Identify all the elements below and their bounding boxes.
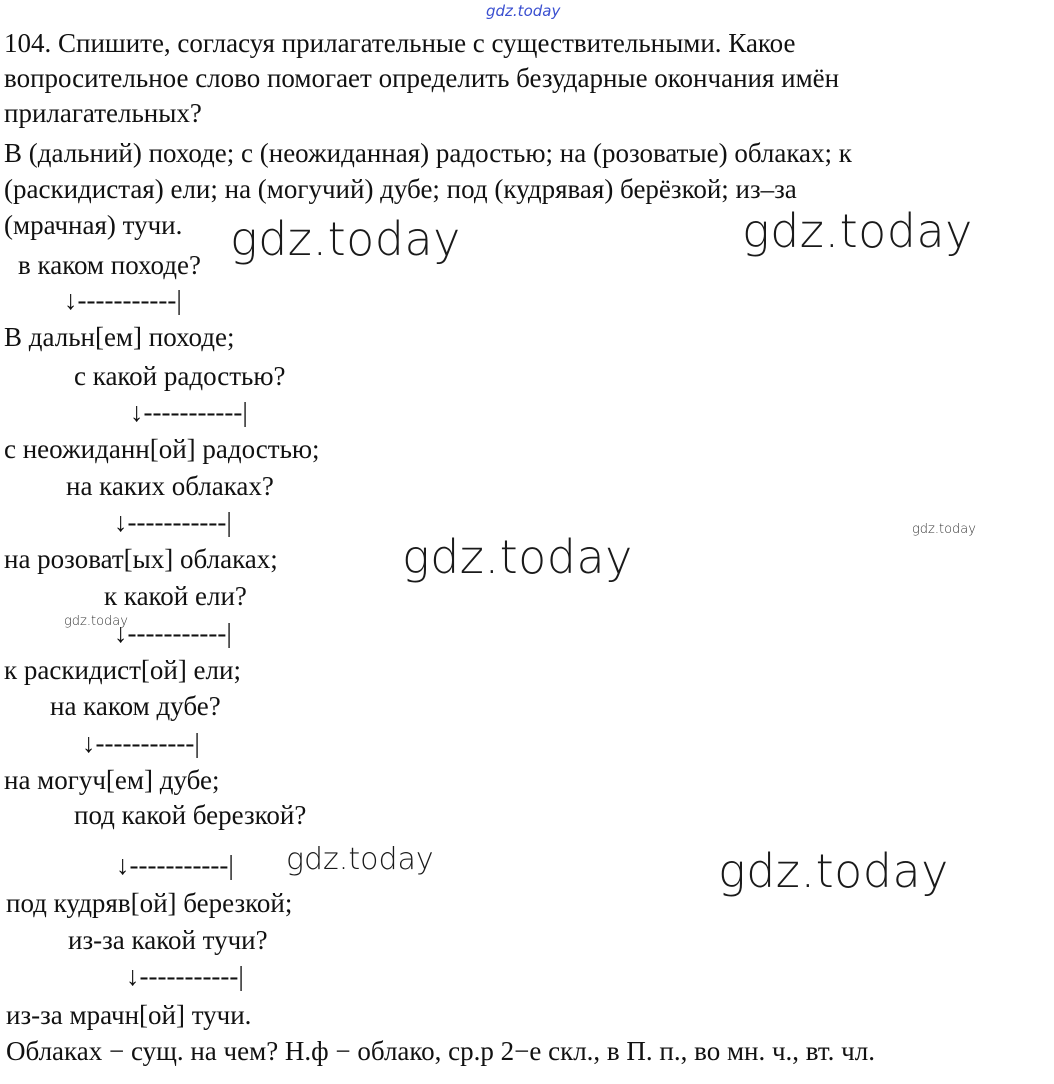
answer-6: под кудряв[ой] березкой; [6,888,293,918]
exercise-line-1: В (дальний) походе; с (неожиданная) радостью; на (розоватые) облаках; к [4,138,852,168]
answer-3: на розоват[ых] облаках; [4,544,278,574]
watermark-1: gdz.today [230,212,461,266]
exercise-line-2: (раскидистая) ели; на (могучий) дубе; под (кудрявая) берёзкой; из–за [4,174,797,204]
watermark-2: gdz.today [742,204,973,258]
arrow-3: ↓-----------| [114,507,232,537]
answer-1: В дальн[ем] походе; [4,322,235,352]
watermark-5: gdz.today [64,614,128,629]
watermark-top: gdz.today [486,2,561,20]
watermark-3: gdz.today [912,522,976,537]
arrow-7: ↓-----------| [126,961,244,991]
question-2: с какой радостью? [74,361,286,391]
arrow-6: ↓-----------| [116,850,234,880]
arrow-1: ↓-----------| [64,285,182,315]
arrow-2: ↓-----------| [130,397,248,427]
answer-2: с неожиданн[ой] радостью; [4,434,320,464]
task-line-2: вопросительное слово помогает определить безударные окончания имён [4,63,840,93]
question-4: к какой ели? [104,581,247,611]
question-5: на каком дубе? [50,691,221,721]
watermark-6: gdz.today [286,842,434,877]
exercise-line-3: (мрачная) тучи. [4,210,183,240]
answer-4: к раскидист[ой] ели; [4,655,241,685]
question-6: под какой березкой? [74,800,307,830]
arrow-5: ↓-----------| [82,728,200,758]
question-7: из-за какой тучи? [68,925,268,955]
answer-5: на могуч[ем] дубе; [4,765,220,795]
arrow-4: ↓-----------| [114,618,232,648]
task-line-1: 104. Спишите, согласуя прилагательные с существительными. Какое [4,28,796,58]
analysis-line: Облаках − сущ. на чем? Н.ф − облако, ср.р 2−е скл., в П. п., во мн. ч., вт. чл. [6,1036,875,1066]
watermark-4: gdz.today [402,530,633,584]
watermark-7: gdz.today [718,844,949,898]
question-3: на каких облаках? [66,471,274,501]
answer-7: из-за мрачн[ой] тучи. [6,1000,252,1030]
task-line-3: прилагательных? [4,98,202,128]
question-1: в каком походе? [18,250,201,280]
